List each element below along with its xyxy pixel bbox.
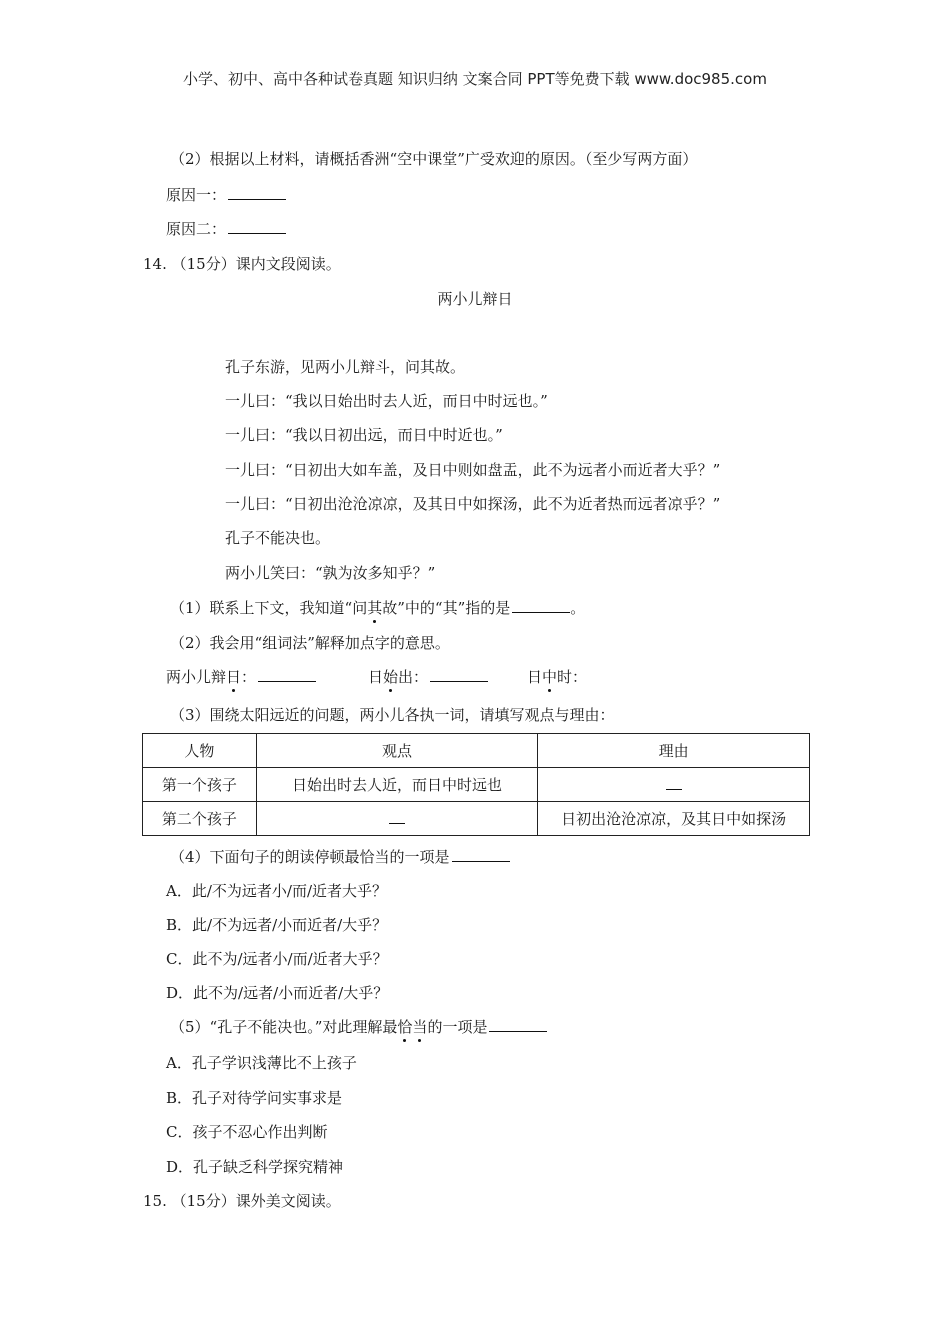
sub5-text: （5）“ — [170, 1018, 218, 1036]
answer-blank[interactable] — [258, 667, 316, 682]
table-header-cell: 理由 — [538, 734, 810, 768]
page-header: 小学、初中、高中各种试卷真题 知识归纳 文案合同 PPT等免费下载 www.doc985.com — [183, 70, 767, 88]
q14-heading: 14. （15分）课内文段阅读。 — [143, 255, 341, 273]
sub1-text: 故”中的“其”指的是 — [382, 599, 511, 617]
option-c[interactable]: C．此不为/远者小/而/近者大乎？ — [166, 950, 388, 968]
answer-blank[interactable] — [430, 667, 488, 682]
table-header-row — [143, 734, 810, 768]
sub5-quote: 孔子不能决也。 — [217, 1018, 315, 1036]
q13-part2-prompt: （2）根据以上材料，请概括香洲“空中课堂”广受欢迎的原因。（至少写两方面） — [170, 150, 698, 168]
sub2-item-text: 日 — [368, 668, 384, 686]
reason-one — [166, 184, 286, 205]
answer-blank[interactable] — [489, 1017, 547, 1032]
sub2-item-text: 日 — [527, 668, 543, 686]
dotted-char: 其 — [367, 599, 383, 617]
table-header-cell: 观点 — [256, 734, 538, 768]
sub2-item-text: 两小儿辩 — [166, 668, 227, 686]
reason-one-label: 原因一： — [166, 186, 227, 204]
dotted-char: 中 — [542, 668, 558, 686]
option-b[interactable]: B．孔子对待学问实事求是 — [166, 1089, 343, 1107]
answer-blank[interactable] — [228, 185, 286, 200]
sub-question-5 — [170, 1016, 547, 1037]
table-cell: 日初出沧沧凉凉，及其日中如探汤 — [538, 802, 810, 836]
sub2-item-text: 出： — [398, 668, 429, 686]
sub-question-2: （2）我会用“组词法”解释加点字的意思。 — [170, 634, 450, 652]
sub-question-4 — [170, 846, 510, 867]
table-answer-cell[interactable] — [538, 768, 810, 802]
dotted-char: 当 — [412, 1018, 428, 1036]
dotted-char: 日 — [226, 668, 242, 686]
passage-line: 一儿曰：“日初出沧沧凉凉，及其日中如探汤，此不为近者热而远者凉乎？” — [225, 495, 721, 513]
option-a[interactable]: A．孔子学识浅薄比不上孩子 — [166, 1054, 357, 1072]
passage-line: 孔子不能决也。 — [225, 529, 331, 547]
table-row — [143, 768, 810, 802]
option-d[interactable]: D．此不为/远者/小而近者/大乎？ — [166, 984, 389, 1002]
passage-line: 两小儿笑曰：“孰为汝多知乎？” — [225, 564, 436, 582]
option-c[interactable]: C．孩子不忍心作出判断 — [166, 1123, 328, 1141]
answer-blank[interactable] — [666, 777, 682, 790]
table-row — [143, 802, 810, 836]
reason-two-label: 原因二： — [166, 220, 227, 238]
answer-blank[interactable] — [512, 598, 570, 613]
table-cell: 第一个孩子 — [143, 768, 257, 802]
q15-heading: 15. （15分）课外美文阅读。 — [143, 1192, 341, 1210]
passage-line: 一儿曰：“日初出大如车盖，及日中则如盘盂，此不为远者小而近者大乎？” — [225, 461, 721, 479]
option-d[interactable]: D．孔子缺乏科学探究精神 — [166, 1158, 344, 1176]
sub5-text: ”对此理解最 — [314, 1018, 398, 1036]
viewpoint-table — [142, 733, 810, 836]
table-cell: 第二个孩子 — [143, 802, 257, 836]
sub1-text: （1）联系上下文，我知道“问 — [170, 599, 368, 617]
sub4-text: （4）下面句子的朗读停顿最恰当的一项是 — [170, 848, 450, 866]
table-header-cell: 人物 — [143, 734, 257, 768]
sub2-item — [527, 666, 587, 687]
passage-line: 孔子东游，见两小儿辩斗，问其故。 — [225, 358, 466, 376]
answer-blank[interactable] — [228, 219, 286, 234]
passage-line: 一儿曰：“我以日初出远，而日中时近也。” — [225, 426, 503, 444]
dotted-char: 始 — [383, 668, 399, 686]
answer-blank[interactable] — [389, 811, 405, 824]
table-answer-cell[interactable] — [256, 802, 538, 836]
sub2-item — [166, 666, 316, 687]
sub-question-3: （3）围绕太阳远近的问题，两小儿各执一词，请填写观点与理由： — [170, 706, 615, 724]
reason-two — [166, 218, 286, 239]
option-a[interactable]: A．此/不为远者小/而/近者大乎？ — [166, 882, 387, 900]
sub5-text: 的一项是 — [427, 1018, 488, 1036]
passage-line: 一儿曰：“我以日始出时去人近，而日中时远也。” — [225, 392, 548, 410]
answer-blank[interactable] — [452, 847, 510, 862]
table-cell: 日始出时去人近，而日中时远也 — [256, 768, 538, 802]
sub2-item-text: 时： — [557, 668, 588, 686]
sub2-item — [368, 666, 488, 687]
sub-question-1 — [170, 597, 585, 618]
sub2-item-text: ： — [241, 668, 257, 686]
sub1-text: 。 — [570, 599, 586, 617]
dotted-char: 恰 — [397, 1018, 413, 1036]
option-b[interactable]: B．此/不为远者/小而近者/大乎？ — [166, 916, 388, 934]
passage-title: 两小儿辩日 — [437, 290, 513, 308]
